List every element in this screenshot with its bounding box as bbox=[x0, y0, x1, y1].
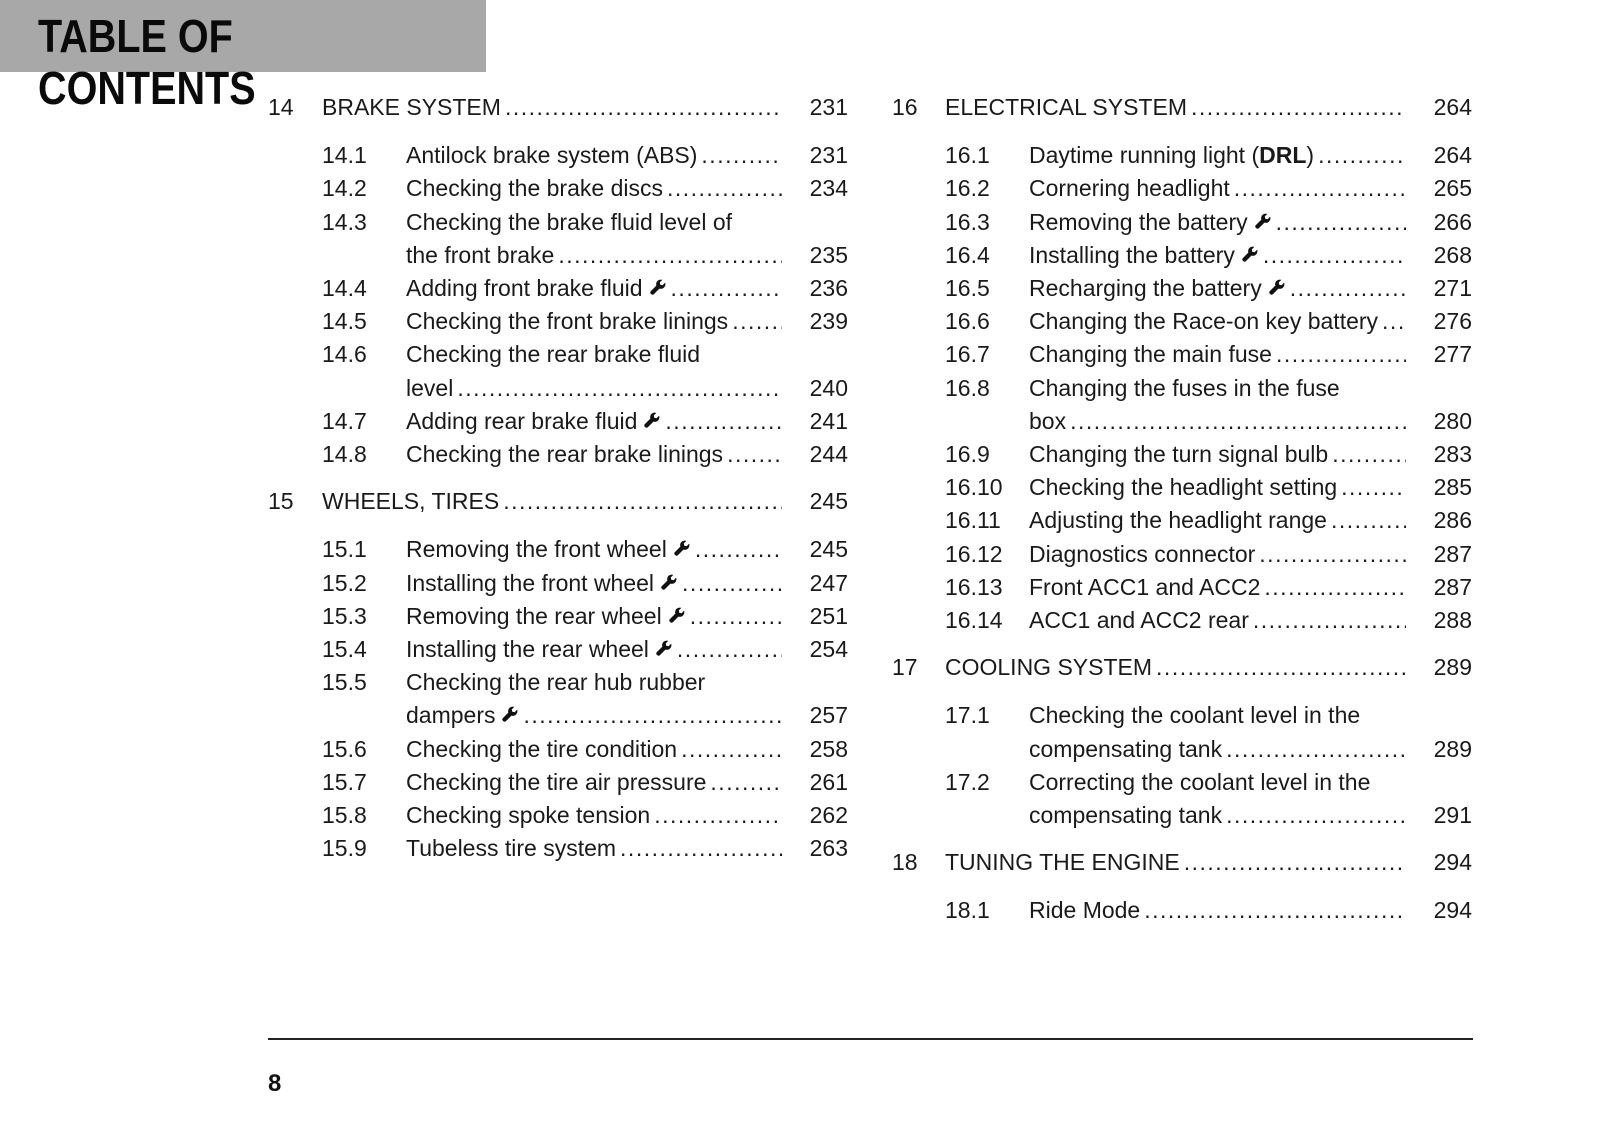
entry-number: 16.2 bbox=[945, 175, 990, 202]
entry-title: Checking the front brake linings bbox=[406, 308, 729, 335]
entry-title: Adding front brake fluid bbox=[406, 275, 643, 301]
page-reference[interactable]: 285 bbox=[1433, 474, 1472, 501]
toc-entry-line[interactable] bbox=[0, 471, 1600, 503]
dot-leader bbox=[1070, 405, 1406, 437]
page-reference[interactable]: 235 bbox=[809, 241, 848, 268]
page-reference[interactable]: 254 bbox=[809, 636, 848, 662]
dot-leader bbox=[1331, 504, 1406, 536]
page-reference[interactable]: 251 bbox=[809, 602, 848, 629]
footer-divider bbox=[268, 1038, 1473, 1040]
page-number: 8 bbox=[268, 1070, 282, 1097]
page-reference[interactable]: 231 bbox=[809, 142, 848, 169]
entry-title: compensating tank bbox=[1029, 735, 1223, 762]
entry-title-wrap bbox=[945, 651, 1414, 683]
page-reference[interactable]: 271 bbox=[1433, 275, 1472, 301]
entry-number: 14.4 bbox=[322, 275, 367, 301]
entry-title: the front brake bbox=[406, 241, 555, 268]
section-number: 18 bbox=[892, 849, 918, 876]
page-reference[interactable]: 262 bbox=[809, 802, 848, 828]
page-reference[interactable]: 236 bbox=[809, 275, 848, 301]
entry-number: 16.1 bbox=[945, 142, 990, 169]
toc-entry-line[interactable] bbox=[0, 894, 1600, 926]
section-title: BRAKE SYSTEM bbox=[322, 94, 501, 120]
page-reference[interactable]: 247 bbox=[809, 569, 848, 596]
page-reference[interactable]: 291 bbox=[1433, 802, 1472, 828]
entry-number: 15.5 bbox=[322, 669, 367, 696]
entry-title: compensating tank bbox=[1029, 802, 1223, 828]
section-heading[interactable] bbox=[0, 846, 1600, 878]
section-heading[interactable] bbox=[0, 651, 1600, 683]
section-number: 15 bbox=[268, 488, 294, 515]
entry-title: Diagnostics connector bbox=[1029, 540, 1256, 567]
page-reference[interactable]: 239 bbox=[809, 308, 848, 335]
page-reference[interactable]: 287 bbox=[1433, 540, 1472, 567]
dot-leader bbox=[1290, 272, 1406, 304]
dot-leader bbox=[1156, 651, 1406, 683]
entry-title: Checking the rear brake fluid bbox=[406, 341, 701, 368]
page-reference[interactable]: 280 bbox=[1433, 407, 1472, 434]
page-reference[interactable]: 283 bbox=[1433, 441, 1472, 467]
toc-entry-line[interactable] bbox=[0, 338, 1600, 370]
entry-title: Installing the front wheel bbox=[406, 569, 655, 596]
dot-leader bbox=[1276, 338, 1406, 370]
dot-leader bbox=[1259, 538, 1406, 570]
entry-title: Changing the fuses in the fuse bbox=[1029, 374, 1340, 401]
entry-title: Cornering headlight bbox=[1029, 175, 1230, 202]
entry-title: Installing the battery bbox=[1029, 241, 1235, 268]
entry-title: Removing the front wheel bbox=[406, 536, 667, 563]
entry-title-wrap bbox=[1029, 894, 1414, 926]
entry-number: 15.9 bbox=[322, 835, 367, 862]
entry-title-wrap bbox=[1029, 239, 1414, 271]
dot-leader bbox=[1184, 846, 1406, 878]
dot-leader bbox=[1226, 799, 1406, 831]
page-reference[interactable]: 294 bbox=[1433, 849, 1472, 876]
entry-title-bold: DRL bbox=[1259, 142, 1307, 169]
toc-entry-line[interactable] bbox=[0, 206, 1600, 238]
toc-entry-line[interactable] bbox=[0, 733, 1600, 765]
entry-title: Checking the brake discs bbox=[406, 175, 663, 202]
page-reference[interactable]: 287 bbox=[1433, 573, 1472, 600]
toc-entry-line[interactable] bbox=[0, 438, 1600, 470]
entry-number: 14.8 bbox=[322, 441, 367, 467]
entry-number: 16.6 bbox=[945, 308, 990, 335]
entry-number: 16.11 bbox=[945, 507, 1001, 534]
entry-title-wrap bbox=[945, 846, 1414, 878]
section-title: COOLING SYSTEM bbox=[945, 654, 1153, 681]
entry-title-wrap bbox=[1029, 206, 1414, 238]
entry-title: Daytime running light ( bbox=[1029, 142, 1260, 169]
toc-entry-line[interactable] bbox=[0, 305, 1600, 337]
page-reference[interactable]: 289 bbox=[1433, 654, 1472, 681]
entry-title: Removing the battery bbox=[1029, 208, 1248, 235]
page-reference[interactable]: 277 bbox=[1433, 341, 1472, 368]
page-reference[interactable]: 268 bbox=[1433, 241, 1472, 268]
section-title: ELECTRICAL SYSTEM bbox=[945, 94, 1187, 120]
entry-number: 16.8 bbox=[945, 374, 990, 401]
entry-number: 16.3 bbox=[945, 208, 990, 235]
entry-title-wrap bbox=[1029, 405, 1414, 437]
page-reference[interactable]: 241 bbox=[809, 407, 848, 434]
entry-title: Checking the tire condition bbox=[406, 735, 678, 762]
entry-title-wrap bbox=[945, 91, 1414, 123]
page-reference[interactable]: 266 bbox=[1433, 208, 1472, 235]
page-reference[interactable]: 286 bbox=[1433, 507, 1472, 534]
section-number: 14 bbox=[268, 94, 294, 120]
entry-title-wrap bbox=[1029, 504, 1414, 536]
entry-title: Checking the rear hub rubber bbox=[406, 669, 706, 696]
dot-leader bbox=[1226, 733, 1406, 765]
entry-number: 14.5 bbox=[322, 308, 367, 335]
entry-title-wrap bbox=[1029, 172, 1414, 204]
entry-number: 16.9 bbox=[945, 441, 990, 467]
entry-number: 16.13 bbox=[945, 573, 1003, 600]
dot-leader bbox=[1332, 438, 1406, 470]
toc-entry-line[interactable] bbox=[0, 272, 1600, 304]
page-reference[interactable]: 234 bbox=[809, 175, 848, 202]
entry-title-wrap bbox=[1029, 471, 1414, 503]
entry-title: Changing the turn signal bulb bbox=[1029, 441, 1329, 467]
dot-leader bbox=[1234, 172, 1406, 204]
entry-title: Ride Mode bbox=[1029, 897, 1141, 924]
toc-entry-line[interactable] bbox=[0, 405, 1600, 437]
dot-leader bbox=[1264, 571, 1406, 603]
entry-title: Checking the coolant level in the bbox=[1029, 702, 1361, 729]
dot-leader bbox=[1191, 91, 1406, 123]
entry-title: Removing the rear wheel bbox=[406, 602, 662, 629]
entry-title: Installing the rear wheel bbox=[406, 636, 649, 662]
entry-title-wrap bbox=[1029, 799, 1414, 831]
entry-title-wrap bbox=[1029, 272, 1414, 304]
dot-leader bbox=[1253, 604, 1406, 636]
wrench-icon bbox=[1241, 239, 1259, 257]
entry-title: Antilock brake system (ABS) bbox=[406, 142, 698, 169]
entry-title-wrap bbox=[1029, 699, 1414, 731]
entry-title: level bbox=[406, 374, 454, 401]
entry-number: 16.14 bbox=[945, 607, 1003, 633]
entry-title: Checking spoke tension bbox=[406, 802, 651, 828]
toc-entry-line[interactable] bbox=[0, 766, 1600, 798]
page-reference[interactable]: 245 bbox=[809, 536, 848, 563]
toc-entry-line[interactable] bbox=[0, 239, 1600, 271]
entry-title: Front ACC1 and ACC2 bbox=[1029, 573, 1261, 600]
entry-title-wrap bbox=[1029, 604, 1414, 636]
entry-number: 16.5 bbox=[945, 275, 990, 301]
entry-title-suffix: ) bbox=[1306, 142, 1315, 169]
entry-title-wrap bbox=[1029, 305, 1414, 337]
toc-entry-line[interactable] bbox=[0, 538, 1600, 570]
entry-number: 14.2 bbox=[322, 175, 367, 202]
entry-title-wrap bbox=[1029, 571, 1414, 603]
dot-leader bbox=[1341, 471, 1406, 503]
page-reference[interactable]: 289 bbox=[1433, 735, 1472, 762]
section-number: 16 bbox=[892, 94, 918, 120]
entry-number: 14.7 bbox=[322, 407, 367, 434]
section-heading[interactable] bbox=[0, 91, 1600, 123]
entry-number: 14.1 bbox=[322, 142, 367, 169]
section-number: 17 bbox=[892, 654, 918, 681]
entry-number: 15.3 bbox=[322, 602, 367, 629]
entry-title: Tubeless tire system bbox=[406, 835, 617, 862]
entry-number: 14.6 bbox=[322, 341, 367, 368]
entry-title: Correcting the coolant level in the bbox=[1029, 768, 1371, 795]
entry-title: Checking the brake fluid level of bbox=[406, 208, 733, 235]
page-reference[interactable]: 240 bbox=[809, 374, 848, 401]
entry-title: Changing the main fuse bbox=[1029, 341, 1272, 368]
dot-leader bbox=[1276, 206, 1406, 238]
entry-title: Adjusting the headlight range bbox=[1029, 507, 1327, 534]
toc-entry-line[interactable] bbox=[0, 172, 1600, 204]
page-reference[interactable]: 231 bbox=[809, 94, 848, 120]
entry-title-wrap bbox=[1029, 139, 1414, 171]
page-reference[interactable]: 258 bbox=[809, 735, 848, 762]
toc-entry-line[interactable] bbox=[0, 504, 1600, 536]
page-reference[interactable]: 264 bbox=[1433, 94, 1472, 120]
page-reference[interactable]: 276 bbox=[1433, 308, 1472, 335]
entry-title: Adding rear brake fluid bbox=[406, 407, 638, 434]
section-title: TUNING THE ENGINE bbox=[945, 849, 1180, 876]
toc-entry-line[interactable] bbox=[0, 604, 1600, 636]
toc-entry-line[interactable] bbox=[0, 372, 1600, 404]
entry-number: 17.2 bbox=[945, 768, 990, 795]
toc-entry-line[interactable] bbox=[0, 699, 1600, 731]
entry-title: Checking the tire air pressure bbox=[406, 768, 707, 795]
toc-entry-line[interactable] bbox=[0, 571, 1600, 603]
entry-title-wrap bbox=[1029, 733, 1414, 765]
wrench-icon bbox=[1254, 206, 1272, 224]
page-title: TABLE OF CONTENTS bbox=[38, 10, 256, 114]
toc-entry-line[interactable] bbox=[0, 799, 1600, 831]
entry-number: 16.12 bbox=[945, 540, 1003, 567]
entry-title: ACC1 and ACC2 rear bbox=[1029, 607, 1249, 633]
entry-title: box bbox=[1029, 407, 1067, 434]
entry-number: 15.6 bbox=[322, 735, 367, 762]
entry-title-wrap bbox=[1029, 538, 1414, 570]
entry-number: 15.7 bbox=[322, 768, 367, 795]
entry-number: 16.10 bbox=[945, 474, 1003, 501]
entry-number: 16.7 bbox=[945, 341, 990, 368]
entry-number: 15.1 bbox=[322, 536, 367, 563]
page-reference[interactable]: 257 bbox=[809, 702, 848, 729]
dot-leader bbox=[1263, 239, 1406, 271]
dot-leader bbox=[1318, 139, 1406, 171]
wrench-icon bbox=[1268, 272, 1286, 290]
page-reference[interactable]: 245 bbox=[809, 488, 848, 515]
entry-number: 15.4 bbox=[322, 636, 367, 662]
entry-title-wrap bbox=[1029, 338, 1414, 370]
page-reference[interactable]: 294 bbox=[1433, 897, 1472, 924]
entry-title: Checking the rear brake linings bbox=[406, 441, 724, 467]
page-reference[interactable]: 288 bbox=[1433, 607, 1472, 633]
entry-title: Recharging the battery bbox=[1029, 275, 1262, 301]
entry-title: Changing the Race-on key battery bbox=[1029, 308, 1379, 335]
page-reference[interactable]: 265 bbox=[1433, 175, 1472, 202]
entry-title: Checking the headlight setting bbox=[1029, 474, 1338, 501]
page-reference[interactable]: 264 bbox=[1433, 142, 1472, 169]
entry-number: 15.8 bbox=[322, 802, 367, 828]
entry-title: dampers bbox=[406, 702, 496, 729]
entry-number: 18.1 bbox=[945, 897, 990, 924]
entry-number: 16.4 bbox=[945, 241, 990, 268]
entry-number: 14.3 bbox=[322, 208, 367, 235]
entry-title-wrap bbox=[1029, 438, 1414, 470]
page-reference[interactable]: 263 bbox=[809, 835, 848, 862]
page-reference[interactable]: 244 bbox=[809, 441, 848, 467]
dot-leader bbox=[1382, 305, 1406, 337]
toc-entry-line[interactable] bbox=[0, 139, 1600, 171]
entry-number: 17.1 bbox=[945, 702, 990, 729]
dot-leader bbox=[1144, 894, 1406, 926]
page-reference[interactable]: 261 bbox=[809, 768, 848, 795]
entry-number: 15.2 bbox=[322, 569, 367, 596]
section-title: WHEELS, TIRES bbox=[322, 488, 500, 515]
entry-title-wrap bbox=[1029, 372, 1414, 404]
entry-title-wrap bbox=[1029, 766, 1414, 798]
